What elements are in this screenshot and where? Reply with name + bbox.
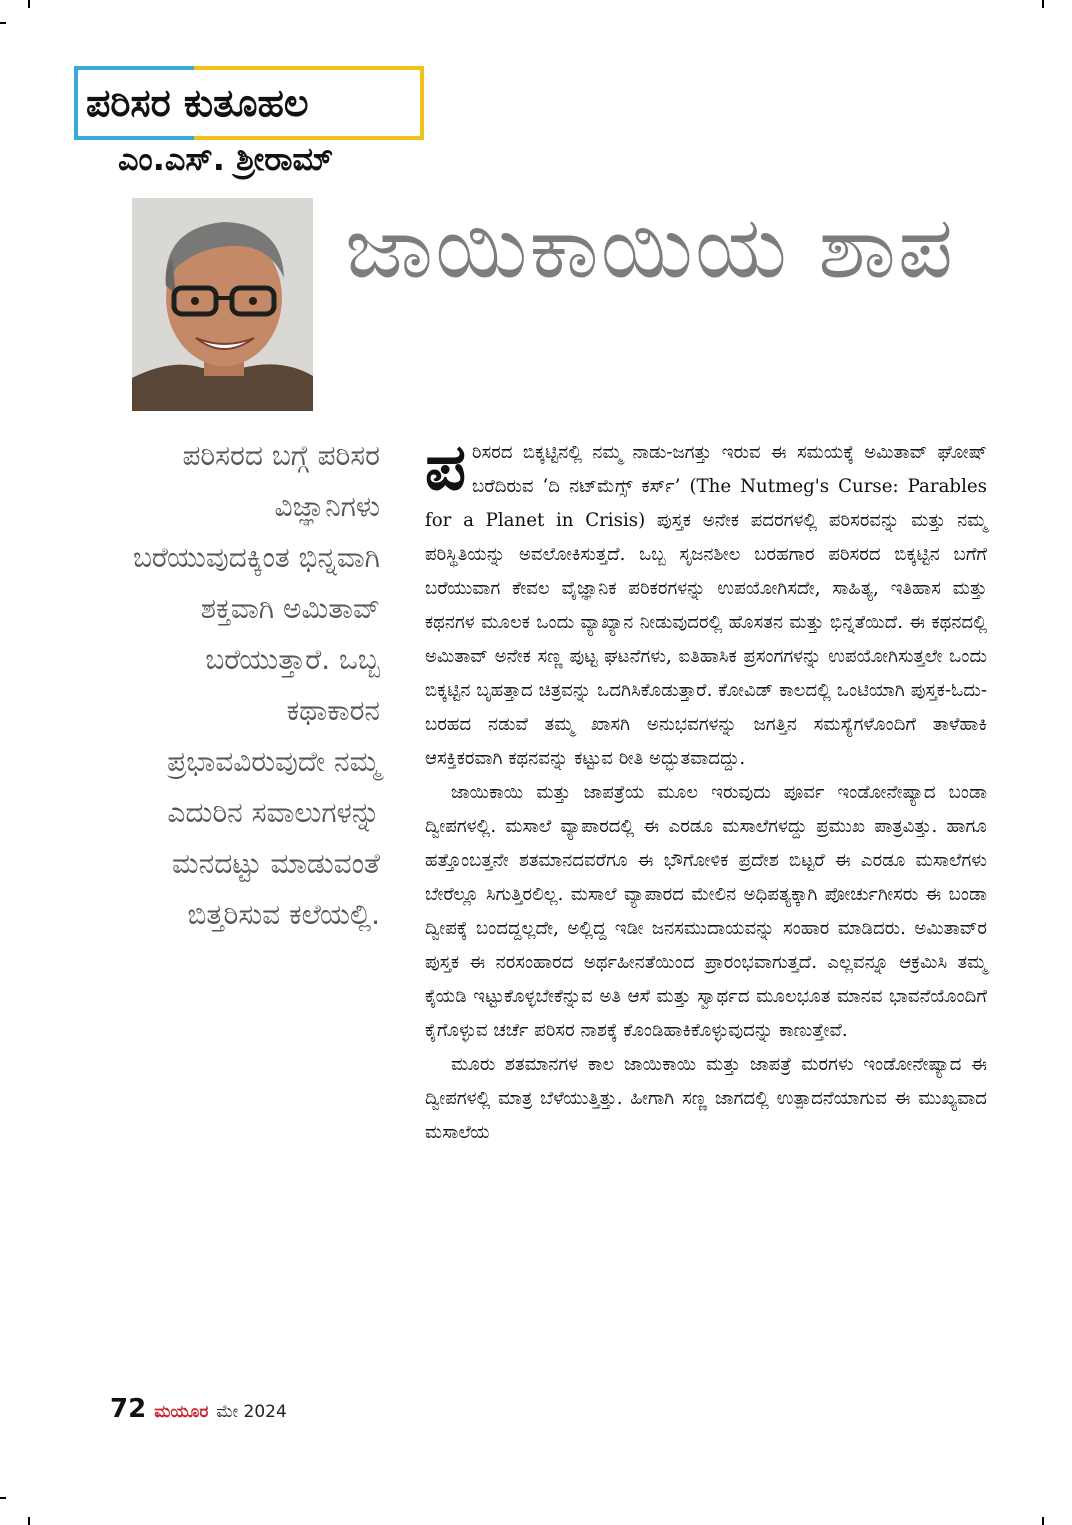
drop-cap: ಪ (425, 430, 467, 505)
article-body (425, 430, 987, 1150)
crop-mark-bottom-left (28, 1517, 30, 1525)
crop-mark-top-right (1042, 0, 1044, 8)
column-tag (78, 70, 420, 136)
page-number: 72 (110, 1394, 147, 1424)
magazine-logo: ಮಯೂರ (154, 1402, 209, 1422)
paragraph-3: ಮೂರು ಶತಮಾನಗಳ ಕಾಲ ಜಾಯಿಕಾಯಿ ಮತ್ತು ಜಾಪತ್ರೆ ಮರಗಳು ಇಂಡೋನೇಷ್ಯಾದ ಈ ದ್ವೀಪಗಳಲ್ಲಿ ಮಾತ್ರ ಬೆಳೆಯುತ್ತಿತ್ತು. ಹೀಗಾಗಿ ಸಣ್ಣ ಜಾಗದಲ್ಲಿ ಉತ್ಪಾದನೆಯಾಗುವ ಈ ಮುಖ್ಯವಾದ ಮಸಾಲೆಯ (425, 1054, 987, 1143)
author-byline: ಎಂ.ಎಸ್. ಶ್ರೀರಾಮ್ (118, 140, 334, 178)
crop-mark-left-bottom (0, 1497, 6, 1499)
page-footer (110, 1394, 287, 1424)
crop-mark-bottom-right (1042, 1517, 1044, 1525)
headline: ಜಾಯಿಕಾಯಿಯ ಶಾಪ (345, 198, 955, 298)
author-portrait-illustration (132, 198, 313, 411)
paragraph-1-text: ರಿಸರದ ಬಿಕ್ಕಟ್ಟಿನಲ್ಲಿ ನಮ್ಮ ನಾಡು-ಜಗತ್ತು ಇರುವ ಈ ಸಮಯಕ್ಕೆ ಅಮಿತಾವ್ ಘೋಷ್ ಬರೆದಿರುವ ‘ದಿ ನಟ್‌ಮೆಗ್ಸ್ ಕರ್ಸ್’ (The Nutmeg's Curse: Parables for a Planet in Crisis) ಪುಸ್ತಕ ಅನೇಕ ಪದರಗಳಲ್ಲಿ ಪರಿಸರವನ್ನು ಮತ್ತು ನಮ್ಮ ಪರಿಸ್ಥಿತಿಯನ್ನು ಅವಲೋಕಿಸುತ್ತದೆ. ಒಬ್ಬ ಸೃಜನಶೀಲ ಬರಹಗಾರ ಪರಿಸರದ ಬಿಕ್ಕಟ್ಟಿನ ಬಗೆಗೆ ಬರೆಯುವಾಗ ಕೇವಲ ವೈಜ್ಞಾನಿಕ ಪರಿಕರಗಳನ್ನು ಉಪಯೋಗಿಸದೇ, ಸಾಹಿತ್ಯ, ಇತಿಹಾಸ ಮತ್ತು ಕಥನಗಳ ಮೂಲಕ ಒಂದು ವ್ಯಾಖ್ಯಾನ ನೀಡುವುದರಲ್ಲಿ ಹೊಸತನ ಮತ್ತು ಭಿನ್ನತೆಯಿದೆ. ಈ ಕಥನದಲ್ಲಿ ಅಮಿತಾವ್ ಅನೇಕ ಸಣ್ಣ ಪುಟ್ಟ ಘಟನೆಗಳು, ಐತಿಹಾಸಿಕ ಪ್ರಸಂಗಗಳನ್ನು ಉಪಯೋಗಿಸುತ್ತಲೇ ಒಂದು ಬಿಕ್ಕಟ್ಟಿನ ಬೃಹತ್ತಾದ ಚಿತ್ರವನ್ನು ಒದಗಿಸಿಕೊಡುತ್ತಾರೆ. ಕೋವಿಡ್ ಕಾಲದಲ್ಲಿ ಒಂಟಿಯಾಗಿ ಪುಸ್ತಕ-ಓದು-ಬರಹದ ನಡುವೆ ತಮ್ಮ ಖಾಸಗಿ ಅನುಭವಗಳನ್ನು ಜಗತ್ತಿನ ಸಮಸ್ಯೆಗಳೊಂದಿಗೆ ತಾಳೆಹಾಕಿ ಆಸಕ್ತಿಕರವಾಗಿ ಕಥನವನ್ನು ಕಟ್ಟುವ ರೀತಿ ಅದ್ಭುತವಾದದ್ದು. (425, 442, 987, 769)
crop-mark-top-left (28, 0, 30, 8)
pull-quote: ಪರಿಸರದ ಬಗ್ಗೆ ಪರಿಸರ ವಿಜ್ಞಾನಿಗಳು ಬರೆಯುವುದಕ್ಕಿಂತ ಭಿನ್ನವಾಗಿ ಶಕ್ತವಾಗಿ ಅಮಿತಾವ್ ಬರೆಯುತ್ತಾರೆ. ಒಬ್ಬ ಕಥಾಕಾರನ ಪ್ರಭಾವವಿರುವುದೇ ನಮ್ಮ ಎದುರಿನ ಸವಾಲುಗಳನ್ನು ಮನದಟ್ಟು ಮಾಡುವಂತೆ ಬಿತ್ತರಿಸುವ ಕಲೆಯಲ್ಲಿ. (132, 439, 380, 931)
paragraph-1 (425, 430, 987, 776)
author-photo (132, 198, 313, 411)
column-name: ಪರಿಸರ ಕುತೂಹಲ (86, 80, 309, 125)
crop-mark-left-top (0, 22, 6, 24)
paragraph-2: ಜಾಯಿಕಾಯಿ ಮತ್ತು ಜಾಪತ್ರೆಯ ಮೂಲ ಇರುವುದು ಪೂರ್ವ ಇಂಡೋನೇಷ್ಯಾದ ಬಂಡಾ ದ್ವೀಪಗಳಲ್ಲಿ. ಮಸಾಲೆ ವ್ಯಾಪಾರದಲ್ಲಿ ಈ ಎರಡೂ ಮಸಾಲೆಗಳದ್ದು ಪ್ರಮುಖ ಪಾತ್ರವಿತ್ತು. ಹಾಗೂ ಹತ್ತೊಂಬತ್ತನೇ ಶತಮಾನದವರೆಗೂ ಈ ಭೌಗೋಳಿಕ ಪ್ರದೇಶ ಬಿಟ್ಟರೆ ಈ ಎರಡೂ ಮಸಾಲೆಗಳು ಬೇರೆಲ್ಲೂ ಸಿಗುತ್ತಿರಲಿಲ್ಲ. ಮಸಾಲೆ ವ್ಯಾಪಾರದ ಮೇಲಿನ ಅಧಿಪತ್ಯಕ್ಕಾಗಿ ಪೋರ್ಚುಗೀಸರು ಈ ಬಂಡಾ ದ್ವೀಪಕ್ಕೆ ಬಂದದ್ದಲ್ಲದೇ, ಅಲ್ಲಿದ್ದ ಇಡೀ ಜನಸಮುದಾಯವನ್ನು ಸಂಹಾರ ಮಾಡಿದರು. ಅಮಿತಾವ್‌ರ ಪುಸ್ತಕ ಈ ನರಸಂಹಾರದ ಅರ್ಥಹೀನತೆಯಿಂದ ಪ್ರಾರಂಭವಾಗುತ್ತದೆ. ಎಲ್ಲವನ್ನೂ ಆಕ್ರಮಿಸಿ ತಮ್ಮ ಕೈಯಡಿ ಇಟ್ಟುಕೊಳ್ಳಬೇಕೆನ್ನುವ ಅತಿ ಆಸೆ ಮತ್ತು ಸ್ವಾರ್ಥದ ಮೂಲಭೂತ ಮಾನವ ಭಾವನೆಯೊಂದಿಗೆ ಕೈಗೊಳ್ಳುವ ಚರ್ಚೆ ಪರಿಸರ ನಾಶಕ್ಕೆ ಕೊಂಡಿಹಾಕಿಕೊಳ್ಳುವುದನ್ನು ಕಾಣುತ್ತೇವೆ. (425, 782, 987, 1041)
issue-date: ಮೇ 2024 (216, 1402, 287, 1422)
